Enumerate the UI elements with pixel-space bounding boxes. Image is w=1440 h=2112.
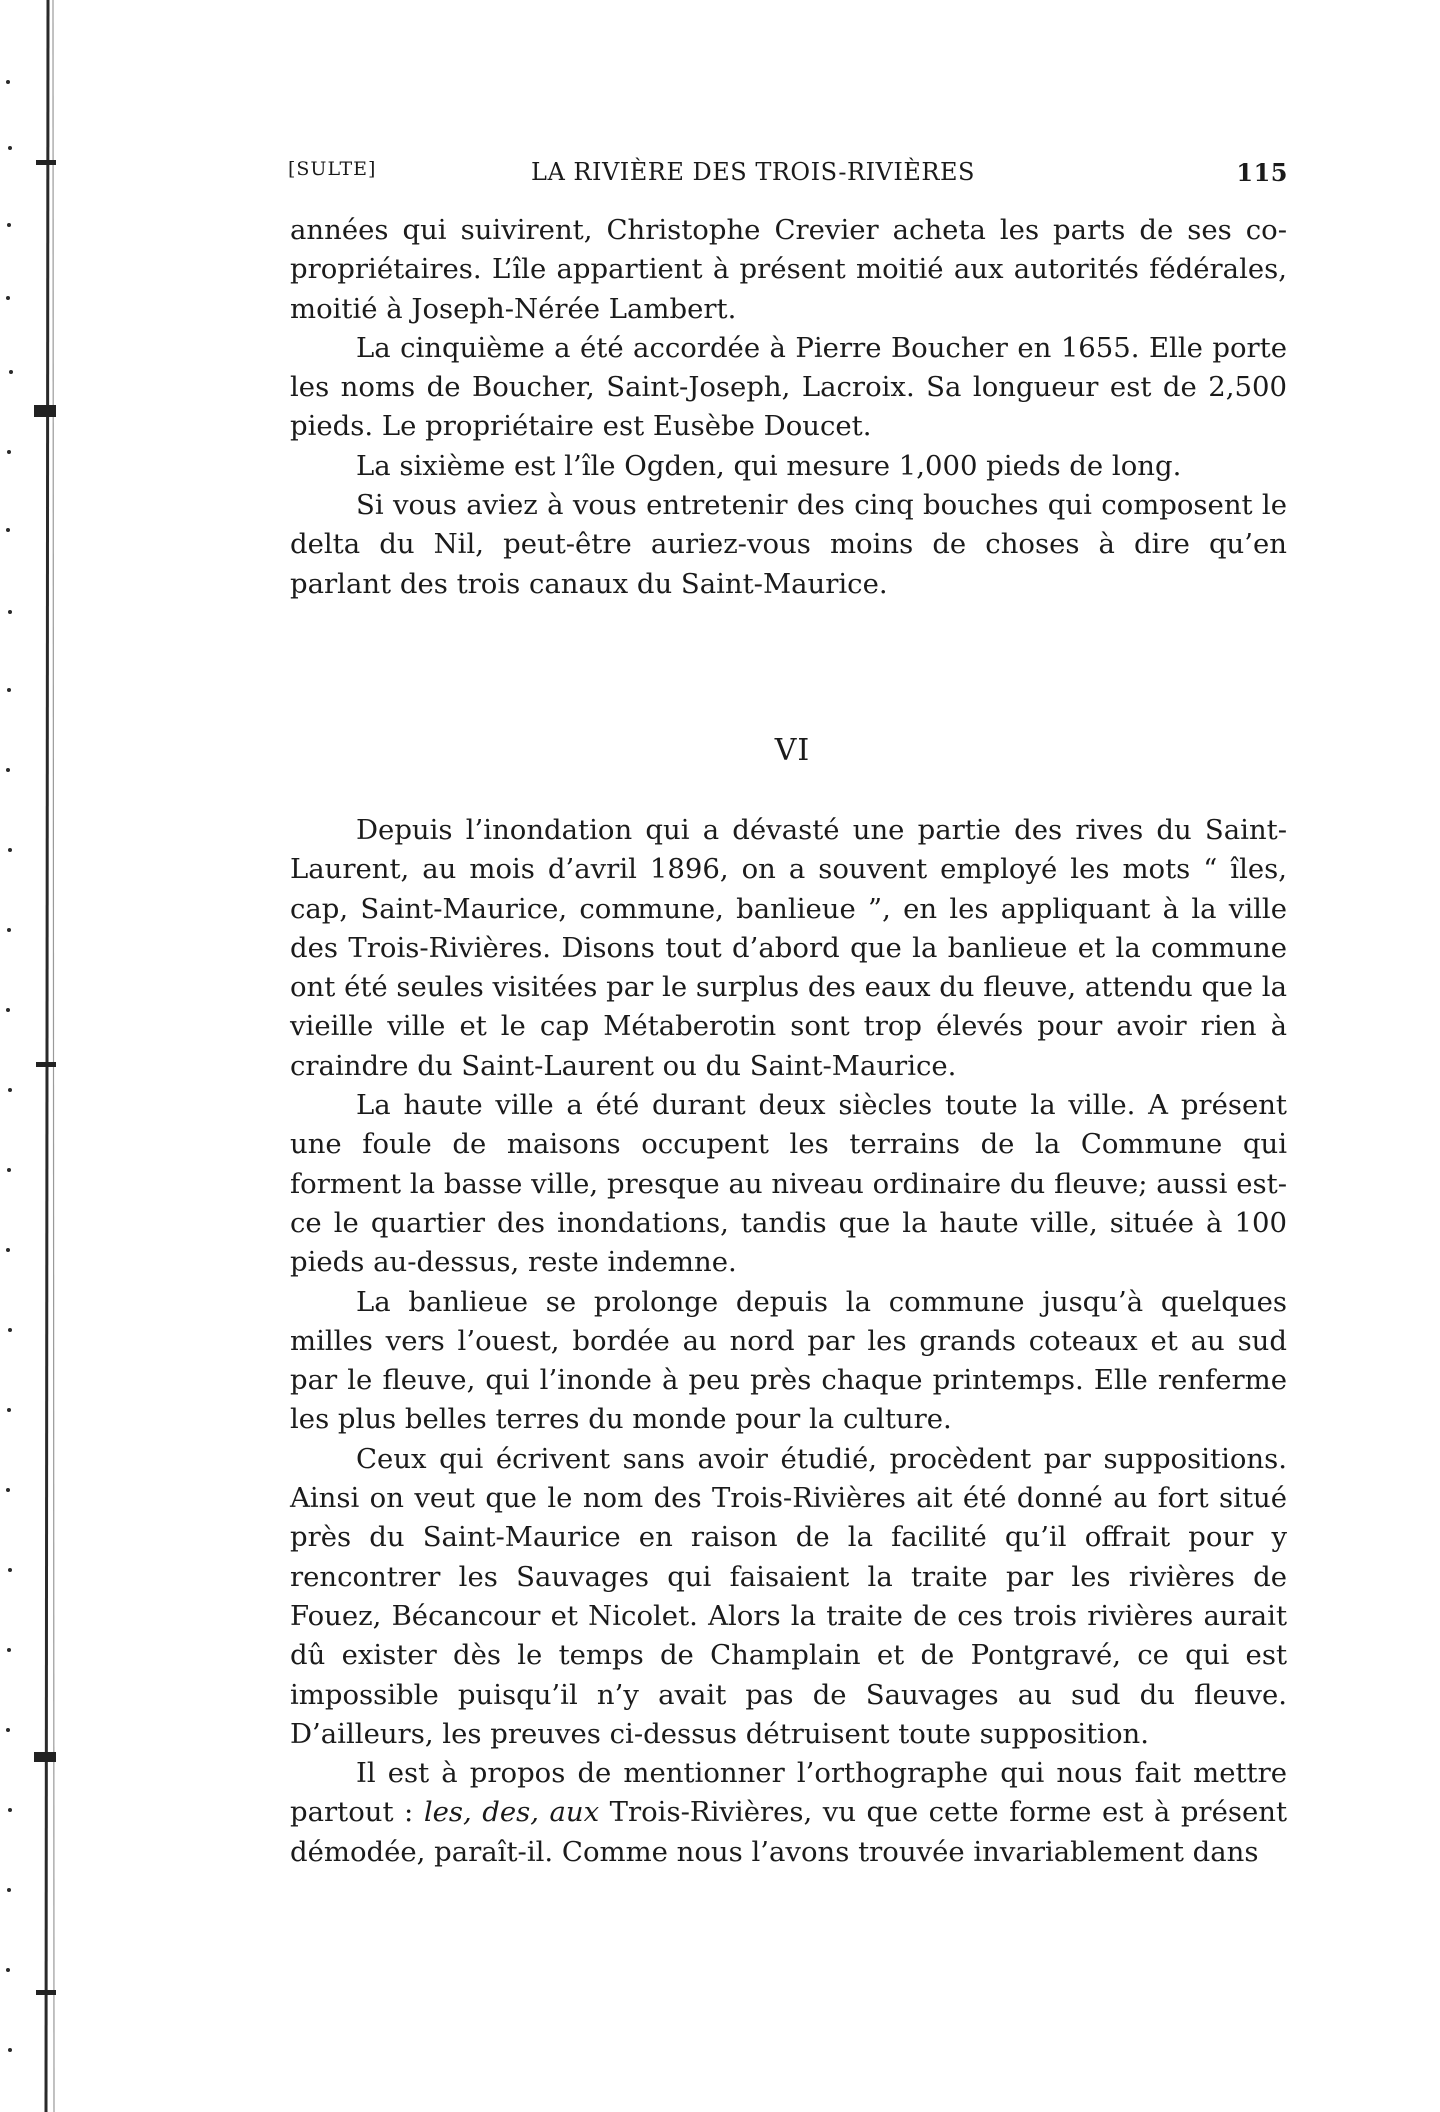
page-number: 115 (1236, 158, 1288, 187)
paragraph (290, 1754, 1287, 1872)
paragraph-tail: Trois-Rivières, vu que cette forme est à présent démodée, paraît-il. Comme nous l’avons trouvée invariablement dans (290, 1796, 1287, 1868)
author-tag: [SULTE] (288, 158, 377, 180)
section-heading: VI (774, 733, 811, 768)
paragraph: La haute ville a été durant deux siècles toute la ville. A présent une foule de maisons occupent les terrains de la Commune qui forment la basse ville, presque au niveau ordinaire du fleuve; aussi est-ce le quartier des inondations, tandis que la haute ville, située à 100 pieds au-dessus, reste indemne. (290, 1089, 1287, 1279)
top-text-block (290, 211, 1287, 604)
paragraph: Ceux qui écrivent sans avoir étudié, procèdent par suppositions. Ainsi on veut que le nom des Trois-Rivières ait été donné au fort situé près du Saint-Maurice en raison de la facilité qu’il offrait pour y rencontrer les Sauvages qui faisaient la traite par les rivières de Fouez, Bécancour et Nicolet. Alors la traite de ces trois rivières aurait dû exister dès le temps de Champlain et de Pontgravé, ce qui est impossible puisqu’il n’y avait pas de Sauvages au sud du fleuve. D’ailleurs, les preuves ci-dessus détruisent toute supposition. (290, 1442, 1287, 1750)
paragraph: Si vous aviez à vous entretenir des cinq bouches qui composent le delta du Nil, peut-être auriez-vous moins de choses à dire qu’en parlant des trois canaux du Saint-Maurice. (290, 489, 1287, 600)
paragraph: La banlieue se prolonge depuis la commune jusqu’à quelques milles vers l’ouest, bordée au nord par les grands coteaux et au sud par le fleuve, qui l’inonde à peu près chaque printemps. Elle renferme les plus belles terres du monde pour la culture. (290, 1285, 1287, 1436)
paragraph-lead: Il est à propos de mentionner l’orthographe qui nous fait mettre partout : (290, 1757, 1287, 1829)
binding-edge (0, 0, 62, 2112)
running-title: LA RIVIÈRE DES TROIS-RIVIÈRES (531, 158, 975, 186)
paragraph: La sixième est l’île Ogden, qui mesure 1,000 pieds de long. (356, 449, 1182, 482)
italic-phrase: les, des, aux (423, 1796, 600, 1829)
paragraph: Depuis l’inondation qui a dévasté une partie des rives du Saint-Laurent, au mois d’avril 1896, on a souvent employé les mots “ îles, cap, Saint-Maurice, commune, banlieue ”, en les appliquant à la ville des Trois-Rivières. Disons tout d’abord que la banlieue et la commune ont été seules visitées par le surplus des eaux du fleuve, attendu que la vieille ville et le cap Métaberotin sont trop élevés pour avoir rien à craindre du Saint-Laurent ou du Saint-Maurice. (290, 814, 1287, 1082)
running-head (288, 158, 1288, 198)
paragraph: années qui suivirent, Christophe Crevier acheta les parts de ses co-propriétaires. L’île appartient à présent moitié aux autorités fédérales, moitié à Joseph-Nérée Lambert. (290, 214, 1287, 325)
bottom-text-block (290, 811, 1287, 1872)
paragraph: La cinquième a été accordée à Pierre Boucher en 1655. Elle porte les noms de Boucher, Saint-Joseph, Lacroix. Sa longueur est de 2,500 pieds. Le propriétaire est Eusèbe Doucet. (290, 331, 1287, 443)
